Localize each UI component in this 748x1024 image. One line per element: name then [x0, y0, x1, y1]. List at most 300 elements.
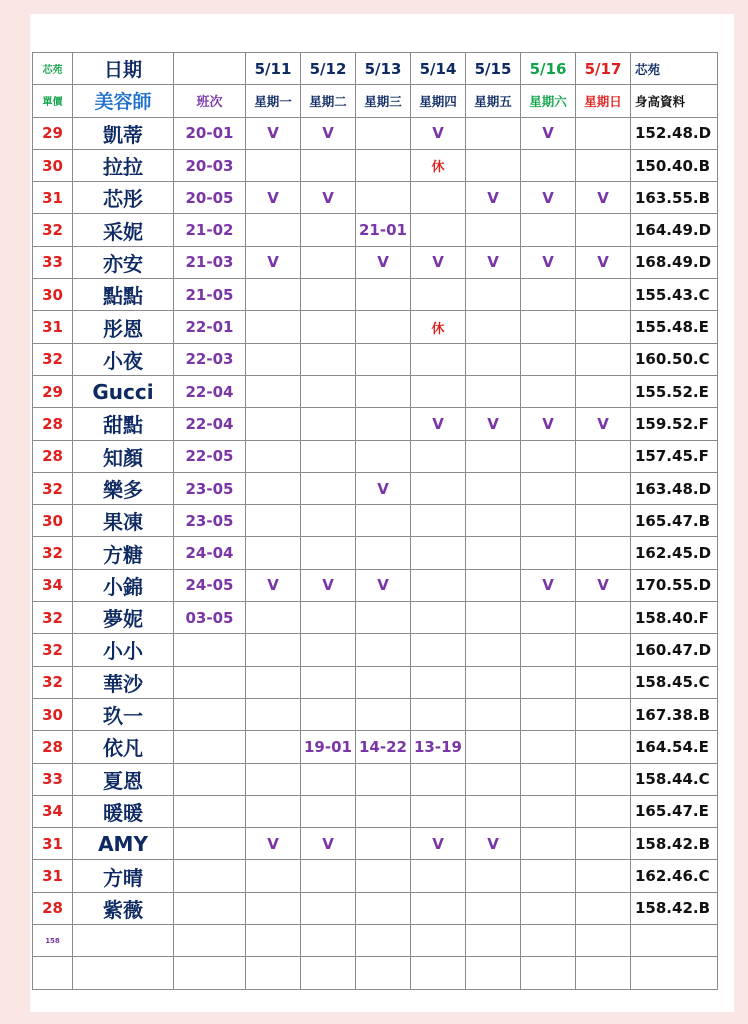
- table-row: [33, 440, 718, 472]
- day-mark-cell: [246, 892, 301, 924]
- day-mark-cell: [356, 795, 411, 827]
- date-header: 5/14: [411, 53, 466, 85]
- day-mark-cell: [246, 602, 301, 634]
- day-mark-cell: [576, 795, 631, 827]
- day-mark-cell: [521, 214, 576, 246]
- day-mark-cell: [356, 537, 411, 569]
- day-mark-cell: [411, 634, 466, 666]
- price-cell: 32: [33, 634, 73, 666]
- day-mark-cell: [576, 957, 631, 989]
- day-mark-cell: [521, 666, 576, 698]
- day-mark-cell: V: [301, 182, 356, 214]
- table-row: [33, 472, 718, 504]
- day-mark-cell: [356, 860, 411, 892]
- table-row: [33, 343, 718, 375]
- day-mark-cell: [576, 440, 631, 472]
- day-mark-cell: V: [521, 408, 576, 440]
- price-cell: 30: [33, 505, 73, 537]
- shift-cell: [174, 892, 246, 924]
- price-cell: [33, 957, 73, 989]
- beautician-name: 暖暖: [73, 795, 174, 827]
- beautician-name: 彤恩: [73, 311, 174, 343]
- day-mark-cell: [246, 149, 301, 181]
- day-mark-cell: [301, 795, 356, 827]
- beautician-name: 樂多: [73, 472, 174, 504]
- day-mark-cell: V: [411, 408, 466, 440]
- height-data-cell: 167.38.B: [631, 698, 718, 730]
- day-mark-cell: [411, 537, 466, 569]
- shift-cell: 03-05: [174, 602, 246, 634]
- day-mark-cell: [301, 957, 356, 989]
- day-mark-cell: [411, 602, 466, 634]
- table-row: [33, 214, 718, 246]
- table-row: [33, 117, 718, 149]
- day-mark-cell: [356, 892, 411, 924]
- day-mark-cell: [411, 279, 466, 311]
- day-mark-cell: [301, 440, 356, 472]
- day-mark-cell: [576, 763, 631, 795]
- day-mark-cell: [356, 666, 411, 698]
- day-mark-cell: [466, 698, 521, 730]
- height-data-cell: 163.48.D: [631, 472, 718, 504]
- shift-cell: 20-03: [174, 149, 246, 181]
- height-data-cell: 163.55.B: [631, 182, 718, 214]
- day-mark-cell: [246, 925, 301, 957]
- day-mark-cell: [576, 860, 631, 892]
- price-cell: 29: [33, 375, 73, 407]
- brand-left: 芯苑: [33, 53, 73, 85]
- date-header: 5/11: [246, 53, 301, 85]
- day-mark-cell: [466, 634, 521, 666]
- beautician-name: 凱蒂: [73, 117, 174, 149]
- table-row: [33, 731, 718, 763]
- day-mark-cell: [356, 311, 411, 343]
- table-row: [33, 311, 718, 343]
- day-mark-cell: [356, 634, 411, 666]
- weekday-header-sunday: 星期日: [576, 85, 631, 117]
- table-row: [33, 375, 718, 407]
- day-mark-cell: [301, 860, 356, 892]
- day-mark-cell: [466, 860, 521, 892]
- day-mark-cell: [521, 795, 576, 827]
- day-mark-cell: [356, 149, 411, 181]
- price-cell: 28: [33, 440, 73, 472]
- height-data-cell: 164.54.E: [631, 731, 718, 763]
- date-header: 5/12: [301, 53, 356, 85]
- day-mark-cell: [411, 214, 466, 246]
- day-mark-cell: [411, 698, 466, 730]
- height-data-cell: 157.45.F: [631, 440, 718, 472]
- date-header: 5/13: [356, 53, 411, 85]
- day-mark-cell: [576, 472, 631, 504]
- beautician-name: 甜點: [73, 408, 174, 440]
- height-data-cell: 158.42.B: [631, 892, 718, 924]
- shift-cell: 24-05: [174, 569, 246, 601]
- day-mark-cell: [356, 440, 411, 472]
- shift-cell: [174, 957, 246, 989]
- day-mark-cell: [521, 537, 576, 569]
- day-mark-cell: [466, 214, 521, 246]
- day-mark-cell: [466, 472, 521, 504]
- blank-header-cell: [174, 53, 246, 85]
- day-mark-cell: [246, 279, 301, 311]
- day-mark-cell: [411, 375, 466, 407]
- height-data-cell: 160.50.C: [631, 343, 718, 375]
- day-mark-cell: [576, 343, 631, 375]
- height-data-cell: 168.49.D: [631, 246, 718, 278]
- day-mark-cell: [246, 440, 301, 472]
- day-mark-cell: [411, 666, 466, 698]
- day-mark-cell: V: [521, 569, 576, 601]
- day-mark-cell: V: [466, 408, 521, 440]
- beautician-name: 果凍: [73, 505, 174, 537]
- height-data-cell: 158.44.C: [631, 763, 718, 795]
- day-mark-cell: [521, 892, 576, 924]
- day-mark-cell: V: [411, 828, 466, 860]
- day-mark-cell: [356, 698, 411, 730]
- day-mark-cell: V: [576, 408, 631, 440]
- table-row: [33, 182, 718, 214]
- day-mark-cell: [246, 634, 301, 666]
- day-mark-cell: [576, 925, 631, 957]
- weekday-header: 星期五: [466, 85, 521, 117]
- day-mark-cell: V: [576, 246, 631, 278]
- beautician-label: 美容師: [73, 85, 174, 117]
- day-mark-cell: [576, 892, 631, 924]
- day-mark-cell: V: [246, 246, 301, 278]
- table-row: [33, 537, 718, 569]
- weekday-header: 星期二: [301, 85, 356, 117]
- day-mark-cell: [301, 472, 356, 504]
- day-mark-cell: [356, 182, 411, 214]
- day-mark-cell: [521, 602, 576, 634]
- day-mark-cell: [356, 375, 411, 407]
- beautician-name: 知顏: [73, 440, 174, 472]
- height-data-cell: 158.42.B: [631, 828, 718, 860]
- day-mark-cell: [356, 957, 411, 989]
- day-mark-cell: [356, 602, 411, 634]
- day-mark-cell: [521, 925, 576, 957]
- day-mark-cell: V: [301, 828, 356, 860]
- day-mark-cell: [466, 925, 521, 957]
- date-header: 5/15: [466, 53, 521, 85]
- beautician-name: 方糖: [73, 537, 174, 569]
- shift-cell: [174, 698, 246, 730]
- table-row: [33, 149, 718, 181]
- beautician-name: 夢妮: [73, 602, 174, 634]
- price-cell: 158: [33, 925, 73, 957]
- beautician-name: 小錦: [73, 569, 174, 601]
- day-mark-cell: [356, 828, 411, 860]
- day-mark-cell: [246, 666, 301, 698]
- day-mark-cell: 休: [411, 149, 466, 181]
- day-mark-cell: [356, 925, 411, 957]
- day-mark-cell: [246, 408, 301, 440]
- shift-cell: 22-04: [174, 408, 246, 440]
- price-cell: 32: [33, 214, 73, 246]
- weekday-header: 星期一: [246, 85, 301, 117]
- price-cell: 32: [33, 537, 73, 569]
- price-cell: 28: [33, 731, 73, 763]
- shift-cell: [174, 666, 246, 698]
- shift-cell: 21-03: [174, 246, 246, 278]
- day-mark-cell: [301, 343, 356, 375]
- day-mark-cell: [521, 279, 576, 311]
- table-row: [33, 892, 718, 924]
- day-mark-cell: V: [466, 246, 521, 278]
- day-mark-cell: [246, 537, 301, 569]
- day-mark-cell: [411, 472, 466, 504]
- day-mark-cell: [246, 731, 301, 763]
- day-mark-cell: [301, 537, 356, 569]
- price-label: 單價: [33, 85, 73, 117]
- day-mark-cell: [576, 602, 631, 634]
- day-mark-cell: [246, 472, 301, 504]
- shift-cell: 24-04: [174, 537, 246, 569]
- height-data-cell: 164.49.D: [631, 214, 718, 246]
- weekday-header-saturday: 星期六: [521, 85, 576, 117]
- day-mark-cell: [246, 860, 301, 892]
- table-row: [33, 957, 718, 989]
- day-mark-cell: [411, 182, 466, 214]
- day-mark-cell: [301, 892, 356, 924]
- day-mark-cell: [301, 246, 356, 278]
- beautician-name: 亦安: [73, 246, 174, 278]
- height-data-cell: 159.52.F: [631, 408, 718, 440]
- day-mark-cell: [301, 408, 356, 440]
- day-mark-cell: [521, 505, 576, 537]
- beautician-name: [73, 925, 174, 957]
- day-mark-cell: [411, 569, 466, 601]
- day-mark-cell: [576, 117, 631, 149]
- shift-cell: 23-05: [174, 505, 246, 537]
- day-mark-cell: V: [246, 117, 301, 149]
- day-mark-cell: [466, 537, 521, 569]
- beautician-name: 紫薇: [73, 892, 174, 924]
- shift-cell: 23-05: [174, 472, 246, 504]
- day-mark-cell: V: [356, 472, 411, 504]
- day-mark-cell: 13-19: [411, 731, 466, 763]
- day-mark-cell: [576, 537, 631, 569]
- day-mark-cell: [466, 731, 521, 763]
- day-mark-cell: V: [411, 246, 466, 278]
- price-cell: 31: [33, 182, 73, 214]
- date-header-sunday: 5/17: [576, 53, 631, 85]
- price-cell: 33: [33, 246, 73, 278]
- day-mark-cell: V: [301, 569, 356, 601]
- shift-cell: 22-01: [174, 311, 246, 343]
- day-mark-cell: [301, 634, 356, 666]
- day-mark-cell: [356, 505, 411, 537]
- day-mark-cell: [356, 279, 411, 311]
- table-row: [33, 925, 718, 957]
- beautician-name: 采妮: [73, 214, 174, 246]
- day-mark-cell: V: [246, 182, 301, 214]
- shift-cell: 20-05: [174, 182, 246, 214]
- day-mark-cell: [521, 957, 576, 989]
- day-mark-cell: [521, 763, 576, 795]
- day-mark-cell: [356, 117, 411, 149]
- day-mark-cell: V: [411, 117, 466, 149]
- price-cell: 32: [33, 472, 73, 504]
- shift-cell: [174, 763, 246, 795]
- day-mark-cell: [466, 795, 521, 827]
- height-data-cell: 155.48.E: [631, 311, 718, 343]
- table-row: [33, 408, 718, 440]
- height-data-cell: 160.47.D: [631, 634, 718, 666]
- day-mark-cell: [301, 279, 356, 311]
- day-mark-cell: [301, 666, 356, 698]
- shift-cell: [174, 795, 246, 827]
- price-cell: 33: [33, 763, 73, 795]
- beautician-name: 小夜: [73, 343, 174, 375]
- shift-cell: [174, 925, 246, 957]
- day-mark-cell: [576, 214, 631, 246]
- day-mark-cell: V: [466, 182, 521, 214]
- table-row: [33, 763, 718, 795]
- day-mark-cell: [466, 569, 521, 601]
- day-mark-cell: [466, 763, 521, 795]
- day-mark-cell: [576, 279, 631, 311]
- shift-cell: 21-05: [174, 279, 246, 311]
- day-mark-cell: V: [246, 828, 301, 860]
- day-mark-cell: V: [521, 246, 576, 278]
- day-mark-cell: [466, 279, 521, 311]
- day-mark-cell: [521, 440, 576, 472]
- day-mark-cell: [466, 343, 521, 375]
- beautician-name: 夏恩: [73, 763, 174, 795]
- header-row-dates: [33, 53, 718, 85]
- day-mark-cell: [246, 311, 301, 343]
- height-data-cell: 162.45.D: [631, 537, 718, 569]
- table-row: [33, 860, 718, 892]
- day-mark-cell: [411, 892, 466, 924]
- day-mark-cell: [301, 375, 356, 407]
- shift-cell: 21-02: [174, 214, 246, 246]
- price-cell: 28: [33, 892, 73, 924]
- height-data-cell: 158.40.F: [631, 602, 718, 634]
- data-label: 身高資料: [631, 85, 718, 117]
- table-row: [33, 828, 718, 860]
- price-cell: 29: [33, 117, 73, 149]
- day-mark-cell: [246, 763, 301, 795]
- height-data-cell: [631, 925, 718, 957]
- day-mark-cell: [466, 957, 521, 989]
- price-cell: 34: [33, 795, 73, 827]
- date-header-saturday: 5/16: [521, 53, 576, 85]
- day-mark-cell: [411, 763, 466, 795]
- day-mark-cell: [301, 311, 356, 343]
- date-label: 日期: [73, 53, 174, 85]
- day-mark-cell: [576, 666, 631, 698]
- price-cell: 32: [33, 602, 73, 634]
- day-mark-cell: [301, 698, 356, 730]
- day-mark-cell: [466, 117, 521, 149]
- table-row: [33, 698, 718, 730]
- day-mark-cell: [301, 602, 356, 634]
- day-mark-cell: [466, 602, 521, 634]
- height-data-cell: 165.47.E: [631, 795, 718, 827]
- height-data-cell: 155.52.E: [631, 375, 718, 407]
- beautician-name: 拉拉: [73, 149, 174, 181]
- day-mark-cell: [246, 957, 301, 989]
- day-mark-cell: 休: [411, 311, 466, 343]
- day-mark-cell: [301, 763, 356, 795]
- day-mark-cell: [466, 375, 521, 407]
- day-mark-cell: [466, 311, 521, 343]
- day-mark-cell: [576, 731, 631, 763]
- day-mark-cell: [301, 925, 356, 957]
- day-mark-cell: [521, 698, 576, 730]
- height-data-cell: 162.46.C: [631, 860, 718, 892]
- day-mark-cell: 14-22: [356, 731, 411, 763]
- day-mark-cell: [576, 149, 631, 181]
- day-mark-cell: V: [356, 246, 411, 278]
- day-mark-cell: [246, 505, 301, 537]
- day-mark-cell: [356, 408, 411, 440]
- shift-cell: 22-03: [174, 343, 246, 375]
- day-mark-cell: [466, 892, 521, 924]
- day-mark-cell: V: [521, 117, 576, 149]
- schedule-table: [32, 52, 718, 990]
- beautician-name: [73, 957, 174, 989]
- day-mark-cell: V: [521, 182, 576, 214]
- height-data-cell: 152.48.D: [631, 117, 718, 149]
- day-mark-cell: [521, 731, 576, 763]
- day-mark-cell: [246, 343, 301, 375]
- price-cell: 30: [33, 698, 73, 730]
- table-row: [33, 505, 718, 537]
- day-mark-cell: [466, 505, 521, 537]
- day-mark-cell: V: [246, 569, 301, 601]
- shift-cell: [174, 860, 246, 892]
- day-mark-cell: [301, 214, 356, 246]
- beautician-name: 方晴: [73, 860, 174, 892]
- day-mark-cell: [301, 505, 356, 537]
- day-mark-cell: 21-01: [356, 214, 411, 246]
- day-mark-cell: [521, 860, 576, 892]
- day-mark-cell: [521, 311, 576, 343]
- day-mark-cell: [411, 957, 466, 989]
- day-mark-cell: [576, 634, 631, 666]
- day-mark-cell: [411, 505, 466, 537]
- day-mark-cell: [466, 666, 521, 698]
- table-row: [33, 795, 718, 827]
- day-mark-cell: V: [576, 569, 631, 601]
- day-mark-cell: V: [576, 182, 631, 214]
- day-mark-cell: V: [466, 828, 521, 860]
- height-data-cell: 170.55.D: [631, 569, 718, 601]
- shift-cell: 22-05: [174, 440, 246, 472]
- weekday-header: 星期四: [411, 85, 466, 117]
- day-mark-cell: [411, 860, 466, 892]
- beautician-name: 點點: [73, 279, 174, 311]
- beautician-name: Gucci: [73, 375, 174, 407]
- beautician-name: 依凡: [73, 731, 174, 763]
- brand-right: 芯苑: [631, 53, 718, 85]
- price-cell: 32: [33, 343, 73, 375]
- price-cell: 34: [33, 569, 73, 601]
- table-row: [33, 602, 718, 634]
- beautician-name: 華沙: [73, 666, 174, 698]
- height-data-cell: 165.47.B: [631, 505, 718, 537]
- day-mark-cell: [246, 698, 301, 730]
- shift-cell: [174, 828, 246, 860]
- shift-cell: [174, 634, 246, 666]
- beautician-name: 小小: [73, 634, 174, 666]
- day-mark-cell: [576, 311, 631, 343]
- day-mark-cell: [356, 343, 411, 375]
